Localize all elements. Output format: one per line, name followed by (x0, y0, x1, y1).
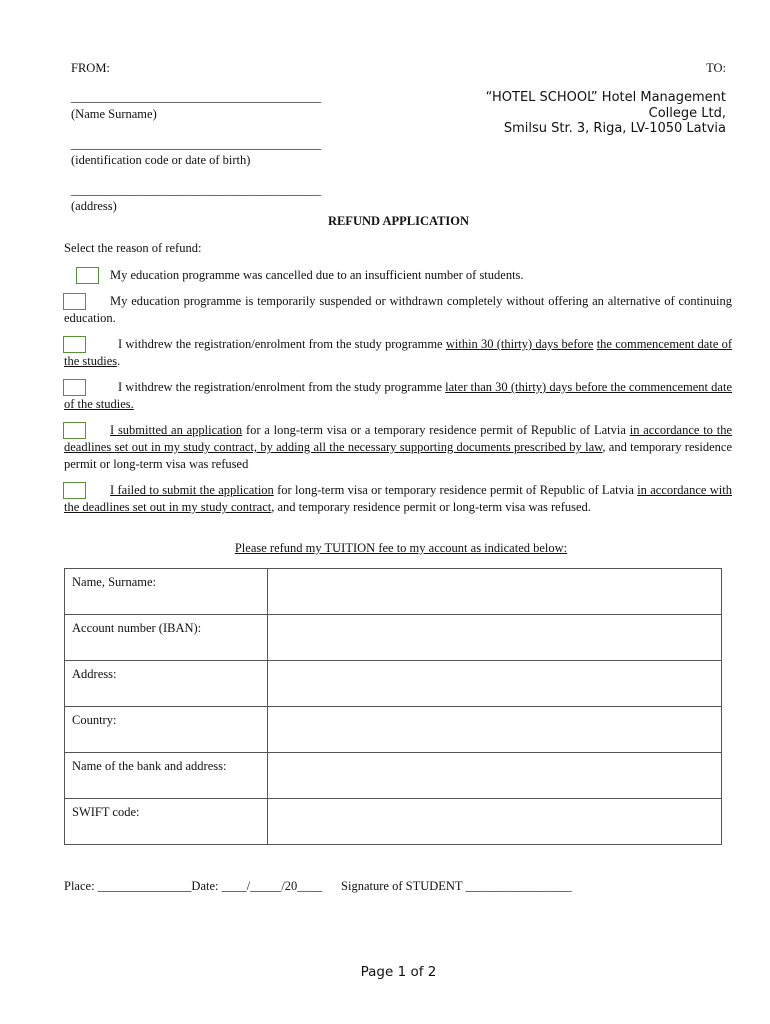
row-value-name[interactable] (268, 569, 722, 615)
select-reason-label: Select the reason of refund: (64, 241, 202, 255)
reason-6 (64, 482, 732, 516)
underlined-text: I failed to submit the application (110, 483, 274, 497)
refund-note (0, 541, 770, 556)
name-field-caption: (Name Surname) (71, 107, 157, 121)
reason-text: I withdrew the registration/enrolment from the study programme (118, 337, 446, 351)
signature-line[interactable]: Place: _______________Date: ____/_____/20____ Signature of STUDENT _________________ (64, 879, 572, 893)
row-label-country: Country: (65, 707, 268, 753)
row-label-iban: Account number (IBAN): (65, 615, 268, 661)
recipient-line-3: Smilsu Str. 3, Riga, LV-1050 Latvia (503, 121, 726, 136)
name-field-line[interactable]: ________________________________________ (71, 90, 321, 104)
page-number: Page 1 of 2 (360, 964, 437, 980)
row-label-name: Name, Surname: (65, 569, 268, 615)
underlined-text: I submitted an application (110, 423, 243, 437)
reason-4 (64, 379, 732, 413)
reason-2 (64, 293, 732, 327)
underlined-text: later than 30 (thirty) days before the commencement date of the studies. (64, 380, 732, 411)
reason-text: My education programme was cancelled due to an insufficient number of students. (110, 268, 524, 282)
bank-details-table (64, 568, 722, 845)
recipient-address (486, 90, 726, 137)
row-value-swift[interactable] (268, 799, 722, 845)
reason-5 (64, 422, 732, 473)
row-value-address[interactable] (268, 661, 722, 707)
id-field-caption: (identification code or date of birth) (71, 153, 251, 167)
reason-text: I withdrew the registration/enrolment from the study programme (118, 380, 446, 394)
reason-text: , and temporary residence permit or long-term visa was refused. (271, 500, 591, 514)
table-row (65, 569, 722, 615)
reason-3 (64, 336, 732, 370)
row-value-iban[interactable] (268, 615, 722, 661)
reason-text: for a long-term visa or a temporary residence permit of Republic of Latvia (242, 423, 630, 437)
row-label-bank: Name of the bank and address: (65, 753, 268, 799)
document-title: REFUND APPLICATION (327, 214, 470, 228)
table-row (65, 707, 722, 753)
table-row (65, 799, 722, 845)
from-label: FROM: (71, 61, 110, 75)
recipient-line-2: College Ltd, (648, 105, 726, 121)
address-field-line[interactable]: ________________________________________ (71, 183, 321, 197)
underlined-text: the commencement date of the studies (64, 337, 733, 368)
reason-text: , and temporary residence permit or long-term visa was refused (64, 440, 732, 471)
underlined-text: in accordance to the deadlines set out in my study contract, by adding all the necessary supporting documents prescribed by law (64, 423, 732, 454)
table-row (65, 753, 722, 799)
recipient-line-1: “HOTEL SCHOOL” Hotel Management (485, 90, 726, 105)
reason-text: for long-term visa or temporary residence permit of Republic of Latvia (273, 483, 638, 497)
table-row (65, 661, 722, 707)
row-value-country[interactable] (268, 707, 722, 753)
to-label: TO: (706, 61, 726, 75)
row-value-bank[interactable] (268, 753, 722, 799)
row-label-swift: SWIFT code: (65, 799, 268, 845)
id-field-line[interactable]: ________________________________________ (71, 137, 321, 151)
reason-text: My education programme is temporarily suspended or withdrawn completely without offering an alternative of continuing education. (64, 294, 732, 325)
underlined-text: in accordance with the deadlines set out in my study contract (64, 483, 732, 514)
refund-note-text: Please refund my TUITION fee to my account as indicated below: (234, 541, 568, 555)
row-label-address: Address: (65, 661, 268, 707)
table-row (65, 615, 722, 661)
address-field-caption: (address) (71, 199, 117, 213)
reason-text: . (117, 354, 121, 368)
underlined-text: within 30 (thirty) days before (445, 337, 594, 351)
reason-1 (64, 267, 732, 284)
